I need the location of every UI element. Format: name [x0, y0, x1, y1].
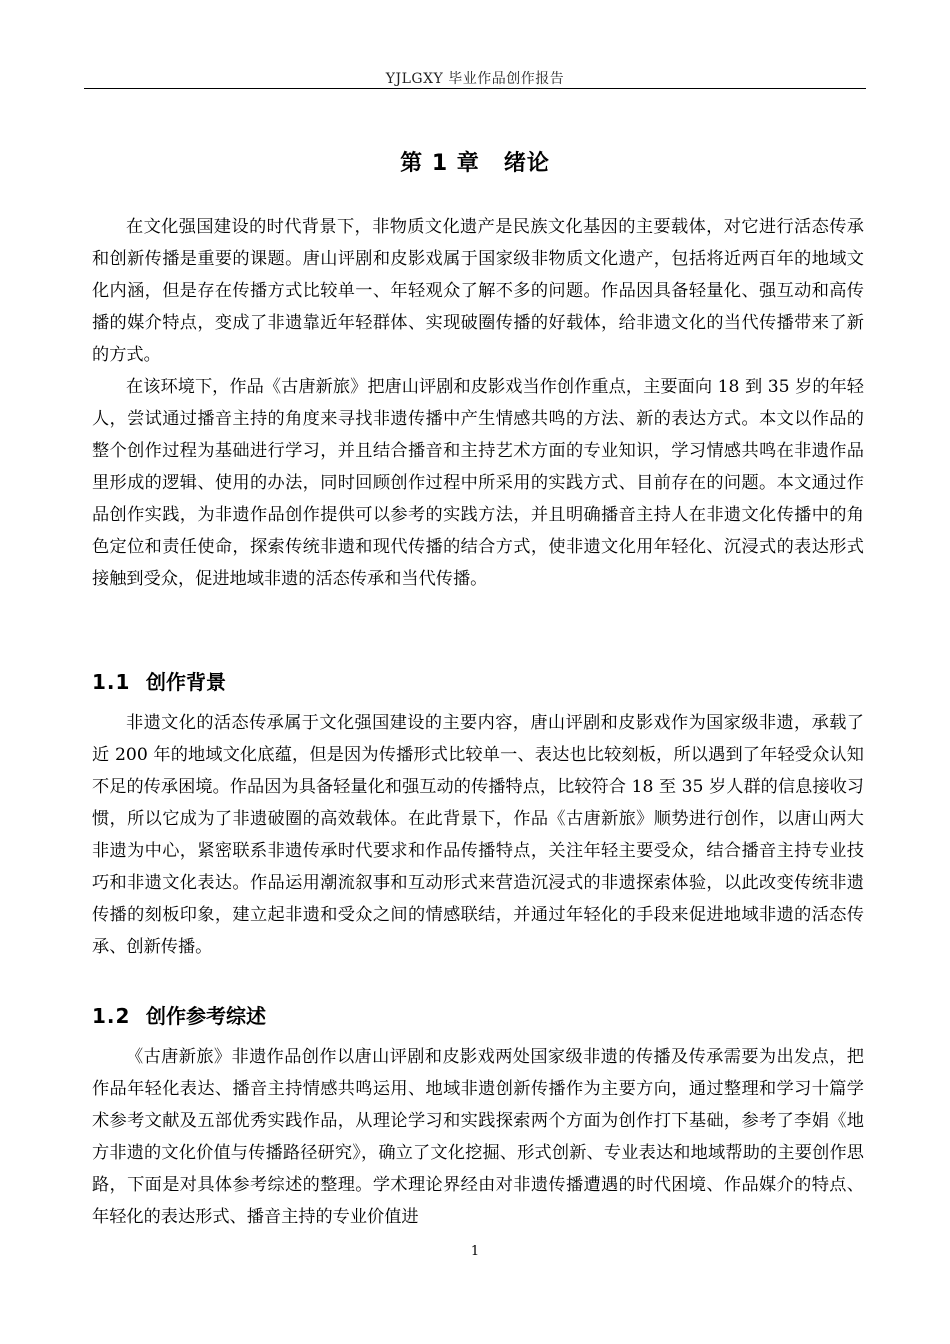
intro-paragraph-1: 在文化强国建设的时代背景下，非物质文化遗产是民族文化基因的主要载体，对它进行活态传承和创新传播是重要的课题。唐山评剧和皮影戏属于国家级非物质文化遗产，包括将近两百年的地域文化内涵，但是存在传播方式比较单一、年轻观众了解不多的问题。作品因具备轻量化、强互动和高传播的媒介特点，变成了非遗靠近年轻群体、实现破圈传播的好载体，给非遗文化的当代传播带来了新的方式。	[92, 217, 864, 365]
intro-paragraph-2: 在该环境下，作品《古唐新旅》把唐山评剧和皮影戏当作创作重点，主要面向 18 到 35 岁的年轻人，尝试通过播音主持的角度来寻找非遗传播中产生情感共鸣的方法、新的表达方式。本文以作品的整个创作过程为基础进行学习，并且结合播音和主持艺术方面的专业知识，学习情感共鸣在非遗作品里形成的逻辑、使用的办法，同时回顾创作过程中所采用的实践方式、目前存在的问题。本文通过作品创作实践，为非遗作品创作提供可以参考的实践方法，并且明确播音主持人在非遗文化传播中的角色定位和责任使命，探索传统非遗和现代传播的结合方式，使非遗文化用年轻化、沉浸式的表达形式接触到受众，促进地域非遗的活态传承和当代传播。	[92, 377, 864, 589]
running-header: YJLGXY 毕业作品创作报告	[385, 71, 565, 87]
section-heading-1-2	[92, 1000, 266, 1029]
section-number: 1.1	[92, 670, 131, 694]
chapter-number: 第 1 章	[400, 151, 480, 176]
section-number: 1.2	[92, 1004, 131, 1028]
chapter-name: 绪论	[503, 151, 550, 176]
section-heading-1-1	[92, 666, 226, 695]
chapter-title	[84, 146, 866, 177]
page-number: 1	[470, 1244, 480, 1259]
section-title: 创作参考综述	[146, 1004, 266, 1028]
section-1-1-paragraph-1: 非遗文化的活态传承属于文化强国建设的主要内容，唐山评剧和皮影戏作为国家级非遗，承载了近 200 年的地域文化底蕴，但是因为传播形式比较单一、表达也比较刻板，所以遇到了年轻受众认知不足的传承困境。作品因为具备轻量化和强互动的传播特点，比较符合 18 至 35 岁人群的信息接收习惯，所以它成为了非遗破圈的高效载体。在此背景下，作品《古唐新旅》顺势进行创作，以唐山两大非遗为中心，紧密联系非遗传承时代要求和作品传播特点，关注年轻主要受众，结合播音主持专业技巧和非遗文化表达。作品运用潮流叙事和互动形式来营造沉浸式的非遗探索体验，以此改变传统非遗传播的刻板印象，建立起非遗和受众之间的情感联结，并通过年轻化的手段来促进地域非遗的活态传承、创新传播。	[92, 713, 864, 957]
header-divider	[84, 88, 866, 89]
section-title: 创作背景	[146, 670, 226, 694]
section-1-2-paragraph-1: 《古唐新旅》非遗作品创作以唐山评剧和皮影戏两处国家级非遗的传播及传承需要为出发点，把作品年轻化表达、播音主持情感共鸣运用、地域非遗创新传播作为主要方向，通过整理和学习十篇学术参考文献及五部优秀实践作品，从理论学习和实践探索两个方面为创作打下基础，参考了李娟《地方非遗的文化价值与传播路径研究》，确立了文化挖掘、形式创新、专业表达和地域帮助的主要创作思路，下面是对具体参考综述的整理。学术理论界经由对非遗传播遭遇的时代困境、作品媒介的特点、年轻化的表达形式、播音主持的专业价值进	[92, 1047, 864, 1227]
